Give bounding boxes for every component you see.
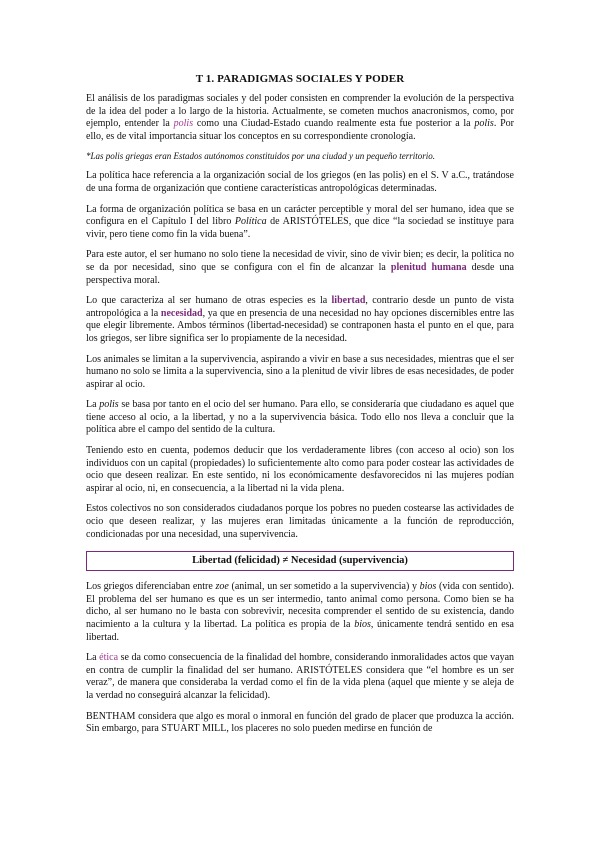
term-bios: bios <box>419 581 437 593</box>
paragraph-capital: Teniendo esto en cuenta, podemos deducir que los verdaderamente libres (con acceso al ocio) son los individuos con un capital (propiedades) lo suficientemente alto como para poder costear las actividades de ocio que deseen realizar. En este sentido, ni los económicamente desfavorecidos ni las mujeres podían aspirar al ocio, ni, en consecuencia, a la libertad ni la vida plena. <box>86 445 514 494</box>
paragraph-etica: La ética se da como consecuencia de la finalidad del hombre, considerando inmoralidades actos que vayan en contra de cumplir la finalidad del ser humano. ARISTÓTELES considera que “el hombre es un ser veraz”, de manera que consideraba la verdad como el fin de la vida plena (aquel que miente y se aleja de la verdad no conseguirá alcanzar la felicidad). <box>86 652 515 701</box>
footnote-polis: *Las polis griegas eran Estados autónomos constituidos por una ciudad y un pequeño territorio. <box>86 151 436 162</box>
term-libertad: libertad <box>331 295 366 307</box>
term-etica: ética <box>99 652 119 664</box>
term-bios-2: bios <box>354 619 371 630</box>
paragraph-zoe-bios: Los griegos diferenciaban entre zoe (animal, un ser sometido a la supervivencia) y bios (vida con sentido). El problema del ser humano es que es un ser intermedio, tanto animal como persona. Como bien se ha dicho, al ser humano no le basta con sobrevivir, necesita comprender el sentido de su existencia, dando nacimiento a la cultura y la libertad. La política es propia de la bios, únicamente tendrá sentido en esa libertad. <box>86 581 515 643</box>
term-zoe: zoe <box>215 581 229 593</box>
term-polis: polis <box>173 118 194 130</box>
highlight-box: Libertad (felicidad) ≠ Necesidad (supervivencia) <box>86 551 514 571</box>
paragraph-libertad: Lo que caracteriza al ser humano de otras especies es la libertad, contrario desde un punto de vista antropológica a la necesidad, ya que en presencia de una necesidad no hay opciones discernibles entre las que elegir libremente. Ambos términos (libertad-necesidad) se contraponen hasta el punto en el que, para los griegos, ser libre significa ser lo propiamente de la necesidad. <box>86 295 514 344</box>
page-title: T 1. PARADIGMAS SOCIALES Y PODER <box>195 73 405 85</box>
paragraph-animales: Los animales se limitan a la supervivencia, aspirando a vivir en base a sus necesidades, mientras que el ser humano no solo se limita a la supervivencia, sino a la plenitud de vivir libres de esas necesidades, de poder aspirar al ocio. <box>86 353 514 390</box>
paragraph-plenitud: Para este autor, el ser humano no solo tiene la necesidad de vivir, sino de vivir bien; es decir, la política no se da por necesidad, sino que se configura con el fin de alcanzar la plenitud humana desde una perspectiva moral. <box>86 249 514 286</box>
paragraph-organizacion: La forma de organización política se basa en un carácter perceptible y moral del ser humano, idea que se configura en el Capítulo I del libro Política de ARISTÓTELES, que dice “la sociedad se instituye para vivir, pero tiene como fin la vida buena”. <box>86 203 514 240</box>
paragraph-intro: El análisis de los paradigmas sociales y del poder consisten en comprender la evolución de la perspectiva de la idea del poder a lo largo de la historia. Actualmente, se cometen muchos anacronismos, como, por ejemplo, entender la polis como una Ciudad-Estado cuando realmente esta fue posterior a la polis. Por ello, es de vital importancia situar los conceptos en su correspondiente cronología. <box>86 93 514 142</box>
term-necesidad: necesidad <box>160 307 203 319</box>
term-polis-ocio: polis <box>99 399 119 411</box>
paragraph-colectivos: Estos colectivos no son considerados ciudadanos porque los pobres no pueden costearse las actividades de ocio que deseen realizar, y las mujeres eran limitadas únicamente a la función de reproducción, condicionadas por una necesidad, una supervivencia. <box>86 503 514 540</box>
term-polis-italic: polis <box>474 118 494 130</box>
document-body <box>86 73 514 744</box>
paragraph-ocio: La polis se basa por tanto en el ocio del ser humano. Para ello, se consideraría que ciudadano es aquel que tiene acceso al ocio, a la libertad, y no a la supervivencia básica. Todo ello nos lleva a concluir que la política abre el campo del sentido de la cultura. <box>86 399 514 436</box>
paragraph-bentham: BENTHAM considera que algo es moral o inmoral en función del grado de placer que produzca la acción. Sin embargo, para STUART MILL, los placeres no solo pueden medirse en función de <box>86 710 514 735</box>
paragraph-politica: La política hace referencia a la organización social de los griegos (en las polis) en el S. V a.C., tratándose de una forma de organización que contiene características antropológicas determinadas. <box>86 170 514 194</box>
book-title: Política <box>234 216 267 228</box>
term-plenitud-humana: plenitud humana <box>390 261 467 273</box>
